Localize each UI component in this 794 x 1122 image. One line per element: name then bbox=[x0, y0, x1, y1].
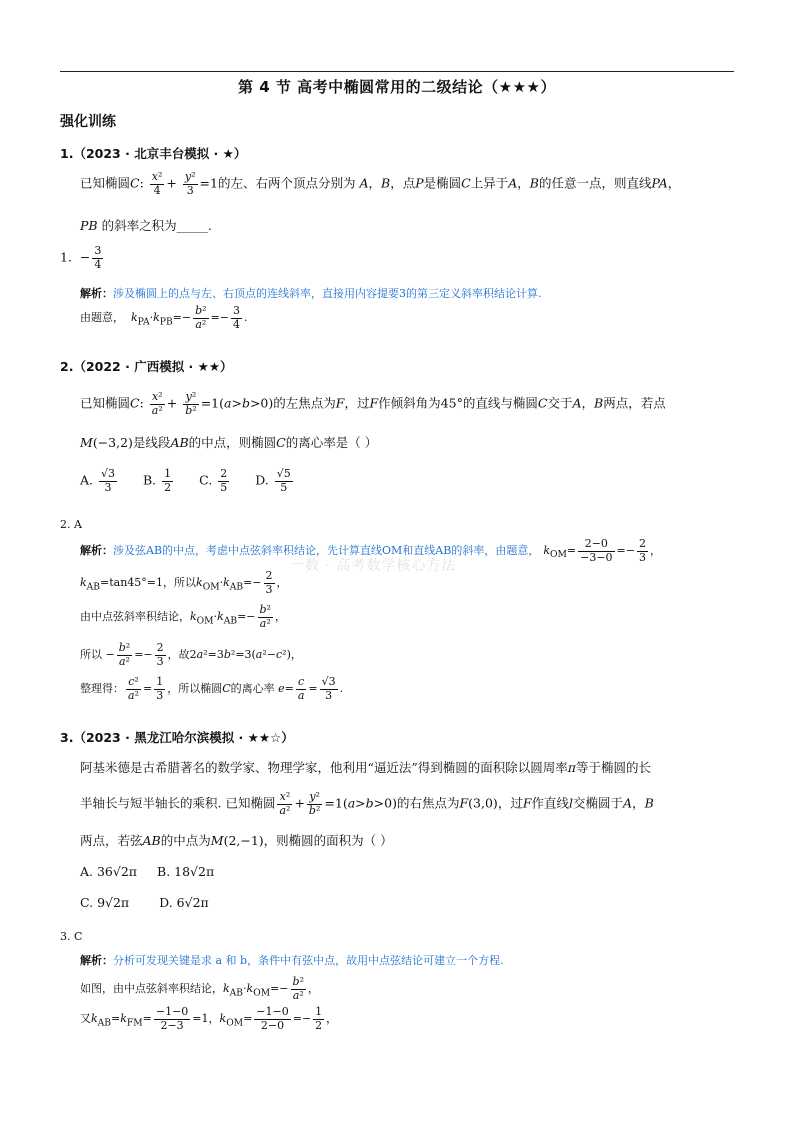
header-rule bbox=[60, 71, 734, 72]
question-2-line-2: M(−3,2)是线段AB的中点，则椭圆C的离心率是（ ） bbox=[80, 435, 378, 450]
question-2-options: A. $\frac{√3}{3}$ B. $\frac{1}{2}$ C. $\frac{2}{5}$ D. $\frac{√5}{5}$ bbox=[80, 467, 291, 494]
question-1-line-2: PB 的斜率之积为_____. bbox=[80, 218, 212, 233]
answer-3: 3. C bbox=[60, 930, 83, 943]
question-2-header: 2.（2022 · 广西模拟 · ★★） bbox=[60, 359, 233, 374]
question-3-options-row-1: A. 36√2π B. 18√2π bbox=[80, 864, 215, 879]
analysis-1: 解析：涉及椭圆上的点与左、右顶点的连线斜率，直接用内容提要3的第三定义斜率积结论计算. bbox=[80, 287, 542, 300]
analysis-3-step-1: 如图，由中点弦斜率积结论，$k_{AB}\cdot k_{OM}=-$ $\frac{\text{b²}}{\text{a²}}$ ， bbox=[80, 975, 319, 1002]
page-title: 第 4 节 高考中椭圆常用的二级结论（★★★） bbox=[238, 78, 556, 96]
question-3-options-row-2: C. 9√2π D. 6√2π bbox=[80, 895, 209, 910]
answer-1: 1. − $\frac{3}{4}$ bbox=[60, 244, 102, 271]
question-1-header: 1.（2023 · 北京丰台模拟 · ★） bbox=[60, 146, 247, 161]
analysis-2: 解析：涉及弦AB的中点，考虑中点弦斜率积结论，先计算直线OM和直线AB的斜率，由题意， $k_{OM}=$ $\frac{2-0}{-3-0}$ =− $\frac{2}{3}$ ， bbox=[80, 537, 661, 564]
analysis-3: 解析：分析可发现关键是求 a 和 b，条件中有弦中点，故用中点弦结论可建立一个方程. bbox=[80, 954, 504, 967]
analysis-1-step: 由题意， $k_{PA}\cdot k_{PB}=-$ $\frac{\text{b²}}{\text{a²}}$ =− $\frac{3}{4}$ . bbox=[80, 304, 248, 331]
section-heading: 强化训练 bbox=[60, 114, 116, 130]
analysis-2-step-4: 整理得： $\frac{\text{c²}}{\text{a²}}$ = $\frac{1}{3}$ ，所以椭圆C的离心率 e= $\frac{c}{a}$ = $\frac{√3}{3}$ . bbox=[80, 675, 344, 702]
question-3-line-2: 半轴长与短半轴长的乘积. 已知椭圆 $\frac{\text{x²}}{\text{a²}}$ + $\frac{\text{y²}}{\text{b²}}$ =1(a>b>0)的右焦点为F(3,0)，过F作直线l交椭圆于A，B bbox=[80, 790, 654, 817]
question-2-line-1: 已知椭圆C: $\frac{\text{x²}}{\text{a²}}$ + $\frac{\text{y²}}{\text{b²}}$ =1(a>b>0)的左焦点为F，过F作倾斜角为45°的直线与椭圆C交于A，B两点，若点 bbox=[80, 390, 666, 417]
analysis-2-step-1: $k_{AB}=\tan 45^\circ=1$，所以$k_{OM}\cdot k_{AB}=-$ $\frac{2}{3}$ ， bbox=[80, 569, 288, 596]
analysis-2-step-2: 由中点弦斜率积结论，$k_{OM}\cdot k_{AB}=-$ $\frac{\text{b²}}{\text{a²}}$ ， bbox=[80, 603, 286, 630]
question-3-header: 3.（2023 · 黑龙江哈尔滨模拟 · ★★☆） bbox=[60, 730, 294, 745]
question-1-line-1: 已知椭圆C: $\frac{\text{x²}}{4}$ + $\frac{\text{y²}}{3}$ =1的左、右两个顶点分别为 A，B，点P是椭圆C上异于A，B的任意一点，则直线PA， bbox=[80, 170, 681, 197]
watermark: 一数 · 高考数学核心方法 bbox=[290, 558, 457, 574]
question-3-line-1: 阿基米德是古希腊著名的数学家、物理学家，他利用“逼近法”得到椭圆的面积除以圆周率π等于椭圆的长 bbox=[80, 760, 652, 775]
analysis-3-step-2: 又$k_{AB}=k_{FM}=$ $\frac{-1-0}{2-3}$ =1，$k_{OM}=$ $\frac{-1-0}{2-0}$ =− $\frac{1}{2}$ ， bbox=[80, 1005, 338, 1032]
analysis-2-step-3: 所以 − $\frac{\text{b²}}{\text{a²}}$ =− $\frac{2}{3}$ ，故2a²=3b²=3(a²−c²)， bbox=[80, 641, 302, 668]
answer-2: 2. A bbox=[60, 518, 82, 531]
question-3-line-3: 两点，若弦AB的中点为M(2,−1)，则椭圆的面积为（ ） bbox=[80, 833, 393, 848]
